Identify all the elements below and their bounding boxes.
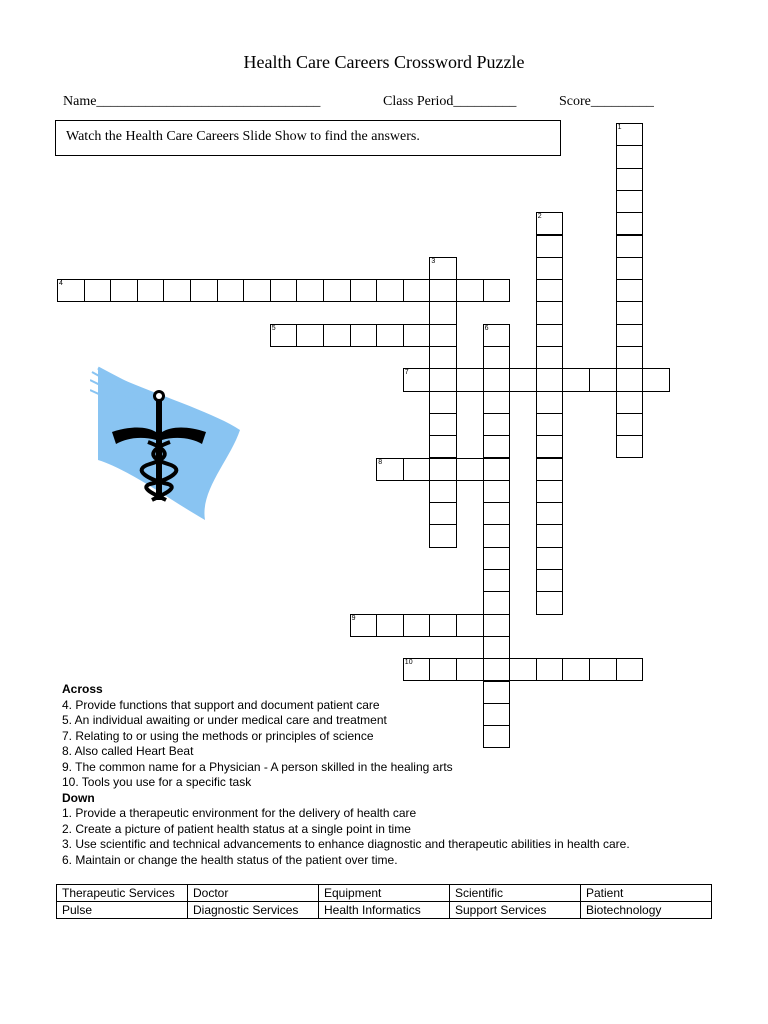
across-clue: 9. The common name for a Physician - A person skilled in the healing arts bbox=[62, 759, 453, 774]
crossword-cell[interactable] bbox=[456, 614, 484, 637]
crossword-cell[interactable] bbox=[616, 123, 644, 146]
crossword-cell[interactable] bbox=[350, 324, 378, 347]
crossword-cell[interactable] bbox=[429, 257, 457, 280]
word-bank-cell: Health Informatics bbox=[319, 902, 450, 919]
crossword-cell[interactable] bbox=[429, 391, 457, 414]
crossword-cell[interactable] bbox=[483, 636, 511, 659]
crossword-cell[interactable] bbox=[536, 591, 564, 614]
crossword-cell[interactable] bbox=[270, 324, 298, 347]
crossword-cell[interactable] bbox=[536, 547, 564, 570]
clue-number: 10 bbox=[404, 659, 413, 667]
word-bank-cell: Patient bbox=[581, 885, 712, 902]
down-heading: Down bbox=[62, 790, 95, 805]
word-bank-cell: Doctor bbox=[188, 885, 319, 902]
crossword-cell[interactable] bbox=[483, 346, 511, 369]
crossword-cell[interactable] bbox=[616, 368, 644, 391]
crossword-cell[interactable] bbox=[536, 569, 564, 592]
crossword-cell[interactable] bbox=[429, 346, 457, 369]
crossword-cell[interactable] bbox=[536, 658, 564, 681]
crossword-cell[interactable] bbox=[350, 279, 378, 302]
clue-number: 1 bbox=[617, 124, 622, 131]
clue-number: 7 bbox=[404, 369, 409, 377]
crossword-cell[interactable] bbox=[403, 279, 431, 302]
instruction-box bbox=[55, 120, 561, 156]
crossword-cell[interactable] bbox=[483, 279, 511, 302]
crossword-cell[interactable] bbox=[616, 658, 644, 681]
crossword-cell[interactable] bbox=[323, 324, 351, 347]
crossword-cell[interactable] bbox=[429, 368, 457, 391]
crossword-cell[interactable] bbox=[616, 324, 644, 347]
instruction-text: Watch the Health Care Careers Slide Show to find the answers. bbox=[66, 129, 420, 144]
crossword-cell[interactable] bbox=[536, 524, 564, 547]
crossword-cell[interactable] bbox=[616, 257, 644, 280]
down-clue: 3. Use scientific and technical advancements to enhance diagnostic and therapeutic abilities in health care. bbox=[62, 837, 630, 851]
crossword-cell[interactable] bbox=[456, 458, 484, 481]
crossword-cell[interactable] bbox=[483, 324, 511, 347]
crossword-cell[interactable] bbox=[589, 658, 617, 681]
crossword-cell[interactable] bbox=[616, 391, 644, 414]
word-bank-cell: Pulse bbox=[57, 902, 188, 919]
across-clue: 10. Tools you use for a specific task bbox=[62, 775, 252, 789]
across-heading: Across bbox=[62, 682, 103, 696]
crossword-cell[interactable] bbox=[403, 368, 431, 391]
crossword-cell[interactable] bbox=[616, 413, 644, 436]
crossword-cell[interactable] bbox=[429, 458, 457, 481]
crossword-cell[interactable] bbox=[483, 368, 511, 391]
clues-section bbox=[62, 682, 630, 868]
down-clue: 2. Create a picture of patient health status at a single point in time bbox=[62, 821, 411, 836]
class-period-field[interactable]: Class Period_________ bbox=[383, 94, 517, 109]
clue-number: 4 bbox=[59, 280, 63, 288]
crossword-cell[interactable] bbox=[456, 658, 484, 681]
crossword-cell[interactable] bbox=[429, 435, 457, 458]
crossword-cell[interactable] bbox=[616, 212, 644, 235]
crossword-cell[interactable] bbox=[483, 569, 511, 592]
crossword-cell[interactable] bbox=[509, 658, 537, 681]
crossword-cell[interactable] bbox=[536, 413, 564, 436]
word-bank-row bbox=[57, 885, 712, 902]
name-field[interactable]: Name________________________________ bbox=[63, 94, 321, 109]
crossword-cell[interactable] bbox=[536, 368, 564, 391]
clue-number: 5 bbox=[271, 324, 276, 332]
down-clue: 1. Provide a therapeutic environment for the delivery of health care bbox=[62, 806, 417, 820]
crossword-cell[interactable] bbox=[163, 279, 191, 302]
word-bank-cell: Biotechnology bbox=[581, 902, 712, 919]
word-bank-table bbox=[56, 884, 712, 919]
down-clue: 6. Maintain or change the health status of the patient over time. bbox=[62, 852, 398, 867]
crossword-cell[interactable] bbox=[483, 591, 511, 614]
clue-number: 3 bbox=[431, 257, 436, 265]
crossword-cell[interactable] bbox=[376, 324, 404, 347]
across-clue: 4. Provide functions that support and document patient care bbox=[62, 697, 380, 712]
crossword-cell[interactable] bbox=[84, 279, 112, 302]
crossword-cell[interactable] bbox=[376, 279, 404, 302]
clue-number: 8 bbox=[378, 458, 383, 466]
crossword-cell[interactable] bbox=[536, 324, 564, 347]
crossword-cell[interactable] bbox=[509, 368, 537, 391]
clue-number: 9 bbox=[351, 614, 356, 622]
crossword-cell[interactable] bbox=[296, 279, 324, 302]
crossword-cell[interactable] bbox=[403, 614, 431, 637]
crossword-cell[interactable] bbox=[483, 547, 511, 570]
crossword-cell[interactable] bbox=[190, 279, 218, 302]
crossword-cell[interactable] bbox=[616, 279, 644, 302]
crossword-cell[interactable] bbox=[536, 458, 564, 481]
crossword-cell[interactable] bbox=[616, 168, 644, 191]
crossword-cell[interactable] bbox=[536, 480, 564, 503]
crossword-cell[interactable] bbox=[483, 391, 511, 414]
crossword-cell[interactable] bbox=[376, 614, 404, 637]
crossword-cell[interactable] bbox=[483, 614, 511, 637]
crossword-cell[interactable] bbox=[270, 279, 298, 302]
crossword-cell[interactable] bbox=[562, 658, 590, 681]
crossword-cell[interactable] bbox=[536, 301, 564, 324]
crossword-cell[interactable] bbox=[483, 658, 511, 681]
crossword-cell[interactable] bbox=[429, 658, 457, 681]
crossword-cell[interactable] bbox=[429, 480, 457, 503]
crossword-cell[interactable] bbox=[616, 301, 644, 324]
clue-number: 6 bbox=[484, 324, 489, 332]
crossword-cell[interactable] bbox=[616, 346, 644, 369]
crossword-cell[interactable] bbox=[243, 279, 271, 302]
crossword-cell[interactable] bbox=[217, 279, 245, 302]
crossword-cell[interactable] bbox=[376, 458, 404, 481]
crossword-cell[interactable] bbox=[616, 235, 644, 258]
across-clue: 5. An individual awaiting or under medical care and treatment bbox=[62, 713, 387, 727]
crossword-cell[interactable] bbox=[483, 480, 511, 503]
crossword-cell[interactable] bbox=[403, 658, 431, 681]
crossword-cell[interactable] bbox=[616, 435, 644, 458]
crossword-cell[interactable] bbox=[483, 458, 511, 481]
crossword-cell[interactable] bbox=[429, 301, 457, 324]
crossword-cell[interactable] bbox=[429, 524, 457, 547]
crossword-cell[interactable] bbox=[616, 145, 644, 168]
across-clue: 7. Relating to or using the methods or principles of science bbox=[62, 728, 374, 743]
crossword-cell[interactable] bbox=[562, 368, 590, 391]
crossword-cell[interactable] bbox=[536, 212, 564, 235]
word-bank-cell: Diagnostic Services bbox=[188, 902, 319, 919]
crossword-cell[interactable] bbox=[137, 279, 165, 302]
page-title: Health Care Careers Crossword Puzzle bbox=[243, 52, 525, 72]
crossword-cell[interactable] bbox=[429, 279, 457, 302]
crossword-cell[interactable] bbox=[296, 324, 324, 347]
crossword-cell[interactable] bbox=[350, 614, 378, 637]
across-clue: 8. Also called Heart Beat bbox=[62, 744, 194, 758]
crossword-cell[interactable] bbox=[536, 391, 564, 414]
crossword-cell[interactable] bbox=[429, 614, 457, 637]
crossword-cell[interactable] bbox=[536, 502, 564, 525]
crossword-cell[interactable] bbox=[589, 368, 617, 391]
crossword-cell[interactable] bbox=[483, 524, 511, 547]
crossword-cell[interactable] bbox=[110, 279, 138, 302]
word-bank-row bbox=[57, 902, 712, 919]
crossword-cell[interactable] bbox=[483, 502, 511, 525]
crossword-cell[interactable] bbox=[536, 257, 564, 280]
word-bank-cell: Support Services bbox=[450, 902, 581, 919]
crossword-cell[interactable] bbox=[536, 346, 564, 369]
word-bank-cell: Equipment bbox=[319, 885, 450, 902]
crossword-cell[interactable] bbox=[456, 368, 484, 391]
crossword-cell[interactable] bbox=[616, 190, 644, 213]
crossword-cell[interactable] bbox=[57, 279, 85, 302]
crossword-cell[interactable] bbox=[536, 435, 564, 458]
caduceus-icon bbox=[90, 360, 250, 530]
word-bank-cell: Therapeutic Services bbox=[57, 885, 188, 902]
crossword-cell[interactable] bbox=[429, 413, 457, 436]
crossword-cell[interactable] bbox=[403, 324, 431, 347]
crossword-cell[interactable] bbox=[483, 435, 511, 458]
crossword-cell[interactable] bbox=[456, 279, 484, 302]
crossword-cell[interactable] bbox=[403, 458, 431, 481]
crossword-cell[interactable] bbox=[536, 235, 564, 258]
clue-number: 2 bbox=[537, 213, 542, 221]
crossword-cell[interactable] bbox=[429, 324, 457, 347]
crossword-cell[interactable] bbox=[483, 413, 511, 436]
crossword-cell[interactable] bbox=[536, 279, 564, 302]
crossword-cell[interactable] bbox=[642, 368, 670, 391]
word-bank-cell: Scientific bbox=[450, 885, 581, 902]
crossword-cell[interactable] bbox=[323, 279, 351, 302]
score-field[interactable]: Score_________ bbox=[559, 94, 654, 109]
crossword-cell[interactable] bbox=[429, 502, 457, 525]
